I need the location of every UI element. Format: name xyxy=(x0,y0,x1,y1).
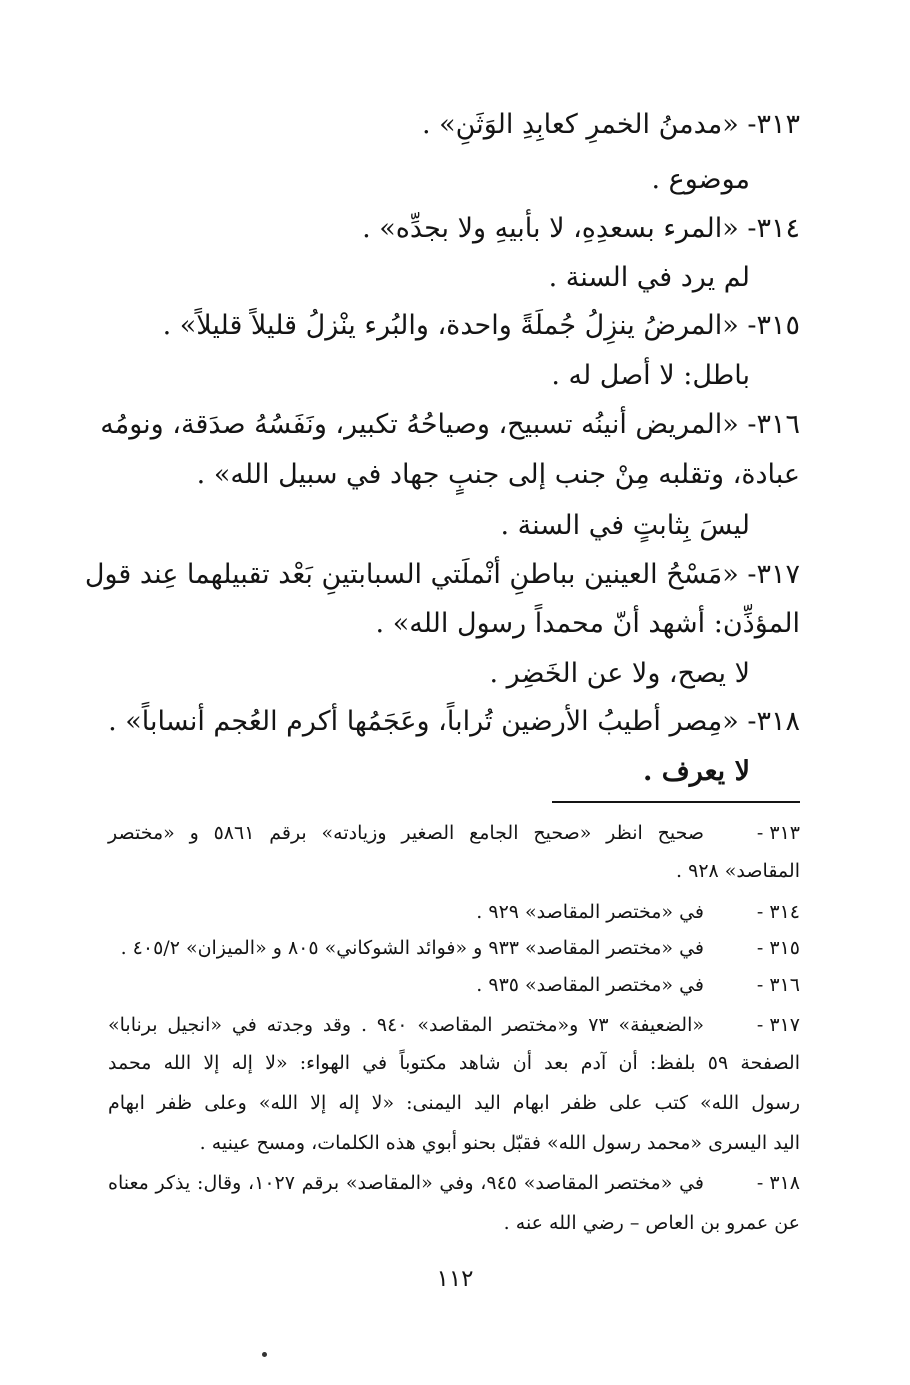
footnote-318-continuation: عن عمرو بن العاص – رضي الله عنه . xyxy=(503,1212,800,1234)
footnote-317-continuation-1: الصفحة ٥٩ بلفظ: أن آدم بعد أن شاهد مكتوباً في الهواء: «لا إله إلا الله محمد xyxy=(108,1052,800,1074)
footnote-text: في «مختصر المقاصد» ٩٣٥ . xyxy=(476,974,704,996)
hadith-316-text-line-1: ٣١٦- «المريض أنينُه تسبيح، وصياحُهُ تكبير، ونَفَسُهُ صدَقة، ونومُه xyxy=(100,409,800,440)
footnote-divider xyxy=(552,801,800,803)
footnote-number: ٣١٣ - xyxy=(756,822,800,844)
footnote-text: صحيح انظر «صحيح الجامع الصغير وزيادته» برقم ٥٨٦١ و «مختصر xyxy=(108,822,705,844)
footnote-number: ٣١٤ - xyxy=(756,901,800,923)
hadith-317-text-line-1: ٣١٧- «مَسْحُ العينين بباطنِ أنْملَتي السبابتينِ بَعْد تقبيلهما عِند قول xyxy=(84,559,800,590)
footnote-text: «الضعيفة» ٧٣ و«مختصر المقاصد» ٩٤٠ . وقد وجدته في «انجيل برنابا» xyxy=(108,1014,704,1036)
footnote-number: ٣١٧ - xyxy=(756,1014,800,1036)
footnote-number: ٣١٨ - xyxy=(756,1172,800,1194)
footnote-text: في «مختصر المقاصد» ٩٤٥، وفي «المقاصد» برقم ١٠٢٧، وقال: يذكر معناه xyxy=(108,1172,704,1194)
footnote-number: ٣١٥ - xyxy=(756,937,800,959)
footnote-313-continuation: المقاصد» ٩٢٨ . xyxy=(676,860,800,882)
hadith-314-verdict: لم يرد في السنة . xyxy=(548,262,750,293)
hadith-314-text: ٣١٤- «المرء بسعدِهِ، لا بأبيهِ ولا بجدِّه» . xyxy=(362,213,800,244)
hadith-318-verdict: لا يعرف . xyxy=(642,756,750,787)
hadith-318-text: ٣١٨- «مِصر أطيبُ الأرضين تُراباً، وعَجَمُها أكرم العُجم أنساباً» . xyxy=(108,706,800,737)
hadith-317-verdict: لا يصح، ولا عن الخَضِر . xyxy=(489,658,750,689)
footnote-number: ٣١٦ - xyxy=(756,974,800,996)
footnote-text: في «مختصر المقاصد» ٩٣٣ و «فوائد الشوكاني» ٨٠٥ و «الميزان» ٤٠٥/٢ . xyxy=(120,937,704,959)
hadith-315-verdict: باطل: لا أصل له . xyxy=(551,360,750,391)
hadith-313-verdict: موضوع . xyxy=(651,164,750,195)
hadith-315-text: ٣١٥- «المرضُ ينزِلُ جُملَةً واحدة، والبُرء ينْزلُ قليلاً قليلاً» . xyxy=(162,310,800,341)
ink-speck xyxy=(262,1352,267,1357)
hadith-317-text-line-2: المؤذِّن: أشهد أنّ محمداً رسول الله» . xyxy=(375,608,800,639)
hadith-316-verdict: ليسَ بِثابتٍ في السنة . xyxy=(500,510,750,541)
footnote-text: في «مختصر المقاصد» ٩٢٩ . xyxy=(476,901,704,923)
footnote-317-continuation-2: رسول الله» كتب على ظفر ابهام اليد اليمنى: «لا إله إلا الله» وعلى ظفر ابهام xyxy=(108,1092,800,1114)
page-number: ١١٢ xyxy=(436,1266,474,1292)
footnote-317-continuation-3: اليد اليسرى «محمد رسول الله» فقبّل بحنو أبوي هذه الكلمات، ومسح عينيه . xyxy=(199,1132,800,1154)
hadith-313-text: ٣١٣- «مدمنُ الخمرِ كعابِدِ الوَثَنِ» . xyxy=(421,109,800,140)
hadith-316-text-line-2: عبادة، وتقلبه مِنْ جنب إلى جنبٍ جهاد في سبيل الله» . xyxy=(196,459,800,490)
